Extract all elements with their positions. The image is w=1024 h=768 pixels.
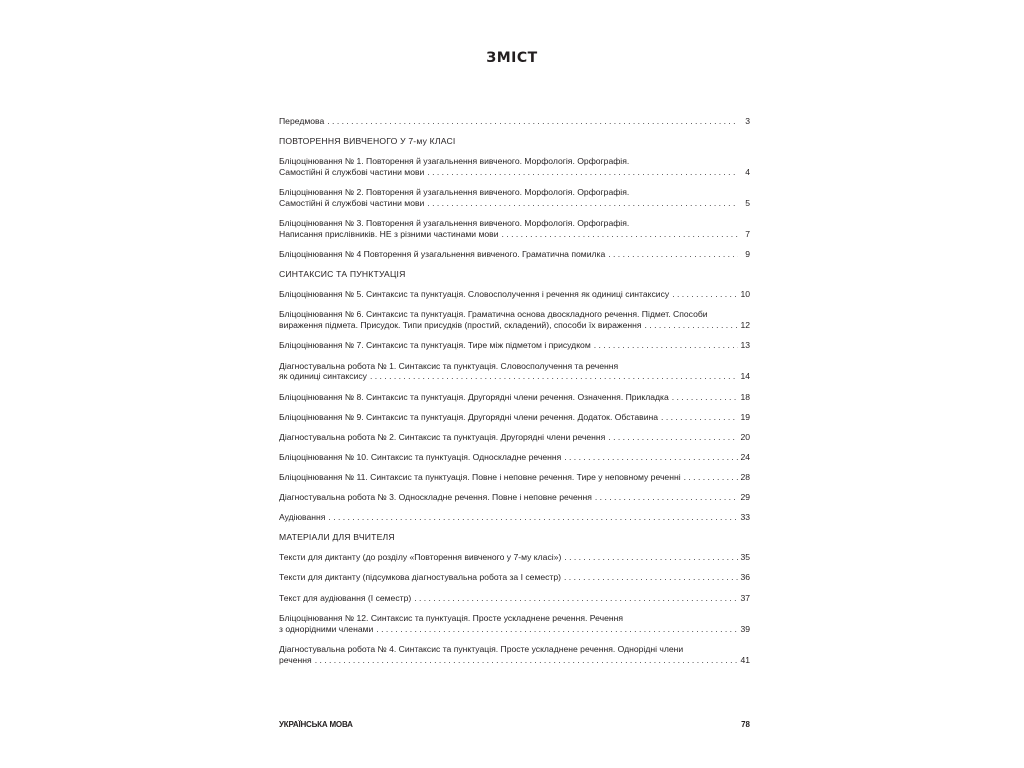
toc-page-number: 29 <box>740 492 750 503</box>
toc-entry <box>279 340 750 351</box>
toc-entry-row <box>279 371 750 382</box>
toc-section-heading <box>279 136 750 147</box>
toc-entry-text: Бліцоцінювання № 2. Повторення й узагальнення вивченого. Морфологія. Орфографія. <box>279 187 630 198</box>
toc-page-number: 14 <box>740 371 750 382</box>
toc-entry-row <box>279 512 750 523</box>
toc-entry-text: Бліцоцінювання № 7. Синтаксис та пунктуація. Тире між підметом і присудком <box>279 340 591 351</box>
toc-entry-row <box>279 572 750 583</box>
toc-entry-text: Самостійні й службові частини мови <box>279 167 425 178</box>
toc-entry-text: вираження підмета. Присудок. Типи присудків (простий, складений), способи їх вираження <box>279 320 642 331</box>
dot-leader <box>561 452 738 463</box>
toc-entry-row <box>279 412 750 423</box>
footer-book-title: УКРАЇНСЬКА МОВА <box>279 720 353 729</box>
toc-entry-row <box>279 552 750 563</box>
toc-page-number: 33 <box>740 512 750 523</box>
toc-entry <box>279 249 750 260</box>
toc-entry-text: Бліцоцінювання № 12. Синтаксис та пунктуація. Просте ускладнене речення. Речення <box>279 612 623 623</box>
toc-entry <box>279 452 750 463</box>
dot-leader <box>324 116 738 127</box>
section-title: СИНТАКСИС ТА ПУНКТУАЦІЯ <box>279 269 406 280</box>
toc-entry-row <box>279 116 750 127</box>
dot-leader <box>312 655 738 666</box>
toc-entry-text: Бліцоцінювання № 11. Синтаксис та пунктуація. Повне і неповне речення. Тире у неповному реченні <box>279 471 681 482</box>
toc-entry <box>279 392 750 403</box>
toc-entry-row <box>279 472 750 483</box>
toc-entry-text: Бліцоцінювання № 5. Синтаксис та пунктуація. Словосполучення і речення як одиниці синтаксису <box>279 289 670 300</box>
toc-page-number: 39 <box>740 623 750 634</box>
dot-leader <box>499 229 738 240</box>
toc-page-number: 3 <box>745 116 750 126</box>
toc-entry <box>279 361 750 383</box>
dot-leader <box>561 572 738 583</box>
toc-entry-text: Текст для аудіювання (І семестр) <box>279 592 412 603</box>
toc-entry <box>279 472 750 483</box>
toc-entry-row <box>279 432 750 443</box>
toc-entry-row <box>279 655 750 666</box>
toc-entry-text: з однорідними членами <box>279 623 374 634</box>
toc-entry-row <box>279 492 750 503</box>
toc-entry <box>279 116 750 127</box>
toc-entry-text: Самостійні й службові частини мови <box>279 198 425 209</box>
dot-leader <box>373 624 738 635</box>
toc-entry <box>279 512 750 523</box>
dot-leader <box>658 412 738 423</box>
toc-page-number: 12 <box>740 320 750 331</box>
toc-entry <box>279 412 750 423</box>
toc-entry-row <box>279 452 750 463</box>
section-title: МАТЕРІАЛИ ДЛЯ ВЧИТЕЛЯ <box>279 532 395 543</box>
page-title: ЗМІСТ <box>486 50 538 66</box>
toc-page-number: 18 <box>740 391 750 402</box>
toc-page-number: 19 <box>740 411 750 422</box>
toc-page-number: 36 <box>740 572 750 583</box>
toc-entry <box>279 289 750 300</box>
dot-leader <box>605 432 738 443</box>
toc-entry-text: Тексти для диктанту (до розділу «Повторення вивченого у 7-му класі») <box>279 552 562 563</box>
toc-section-heading <box>279 269 750 280</box>
toc-entry-text: Аудіювання <box>279 512 326 523</box>
toc-entry-text: Бліцоцінювання № 10. Синтаксис та пунктуація. Односкладне речення <box>279 451 562 462</box>
toc-entry-row <box>279 249 750 260</box>
toc-page-number: 28 <box>740 471 750 482</box>
dot-leader <box>561 552 738 563</box>
toc-entry <box>279 552 750 563</box>
dot-leader <box>592 492 738 503</box>
toc-page-number: 4 <box>745 167 750 178</box>
dot-leader <box>367 371 738 382</box>
toc-entry-text: Передмова <box>279 116 325 126</box>
toc-entry-row <box>279 198 750 209</box>
dot-leader <box>681 472 738 483</box>
toc-entry-row <box>279 624 750 635</box>
toc-page-number: 20 <box>740 431 750 442</box>
toc-entry-row <box>279 289 750 300</box>
toc-entry-text: Діагностувальна робота № 1. Синтаксис та пунктуація. Словосполучення та речення <box>279 360 619 371</box>
toc-entry-text: Тексти для диктанту (підсумкова діагностувальна робота за І семестр) <box>279 572 562 583</box>
toc-entry-text: Бліцоцінювання № 9. Синтаксис та пунктуація. Другорядні члени речення. Додаток. Обставина <box>279 411 659 422</box>
toc-entry-text: Бліцоцінювання № 8. Синтаксис та пунктуація. Другорядні члени речення. Означення. Прикладка <box>279 391 669 402</box>
dot-leader <box>642 320 738 331</box>
toc-entry <box>279 187 750 209</box>
toc-entry <box>279 156 750 178</box>
toc-page-number: 37 <box>740 592 750 603</box>
toc-entry <box>279 644 750 666</box>
toc-entry-row <box>279 340 750 351</box>
dot-leader <box>669 289 738 300</box>
footer-page-number: 78 <box>741 720 750 729</box>
toc-page-number: 10 <box>740 289 750 300</box>
toc-entry <box>279 492 750 503</box>
toc-entry-text: Бліцоцінювання № 4 Повторення й узагальнення вивченого. Граматична помилка <box>279 249 606 260</box>
toc-entry-text: Діагностувальна робота № 3. Односкладне речення. Повне і неповне речення <box>279 492 592 503</box>
toc-entry-text: Бліцоцінювання № 1. Повторення й узагальнення вивченого. Морфологія. Орфографія. <box>279 156 630 167</box>
toc-entry-text: речення <box>279 654 312 665</box>
toc-entry <box>279 432 750 443</box>
table-of-contents <box>279 116 750 675</box>
toc-entry <box>279 218 750 240</box>
toc-entry-row <box>279 593 750 604</box>
toc-page-number: 7 <box>745 229 750 240</box>
dot-leader <box>325 512 738 523</box>
toc-entry <box>279 593 750 604</box>
dot-leader <box>424 198 738 209</box>
toc-entry-text: Бліцоцінювання № 3. Повторення й узагальнення вивченого. Морфологія. Орфографія. <box>279 218 630 229</box>
toc-entry-text: Діагностувальна робота № 2. Синтаксис та пунктуація. Другорядні члени речення <box>279 431 606 442</box>
toc-section-heading <box>279 532 750 543</box>
dot-leader <box>424 167 738 178</box>
toc-entry-text: Діагностувальна робота № 4. Синтаксис та пунктуація. Просте ускладнене речення. Однорідні члени <box>279 643 684 654</box>
toc-page-number: 13 <box>740 340 750 351</box>
section-title: ПОВТОРЕННЯ ВИВЧЕНОГО У 7-му КЛАСІ <box>279 136 456 147</box>
toc-entry <box>279 309 750 331</box>
dot-leader <box>591 340 738 351</box>
toc-entry-text: Написання прислівників. НЕ з різними частинами мови <box>279 229 499 240</box>
dot-leader <box>605 249 738 260</box>
toc-page-number: 41 <box>740 654 750 665</box>
toc-entry-row <box>279 167 750 178</box>
toc-entry <box>279 572 750 583</box>
toc-entry-text: Бліцоцінювання № 6. Синтаксис та пунктуація. Граматична основа двоскладного речення. Підмет. Способи <box>279 309 708 320</box>
toc-page-number: 24 <box>740 451 750 462</box>
toc-entry <box>279 613 750 635</box>
toc-page-number: 5 <box>745 198 750 209</box>
toc-page-number: 35 <box>740 552 750 563</box>
toc-page-number: 9 <box>745 249 750 260</box>
dot-leader <box>411 593 738 604</box>
toc-entry-row <box>279 229 750 240</box>
dot-leader <box>669 392 738 403</box>
toc-entry-text: як одиниці синтаксису <box>279 371 367 382</box>
toc-entry-row <box>279 320 750 331</box>
toc-entry-row <box>279 392 750 403</box>
